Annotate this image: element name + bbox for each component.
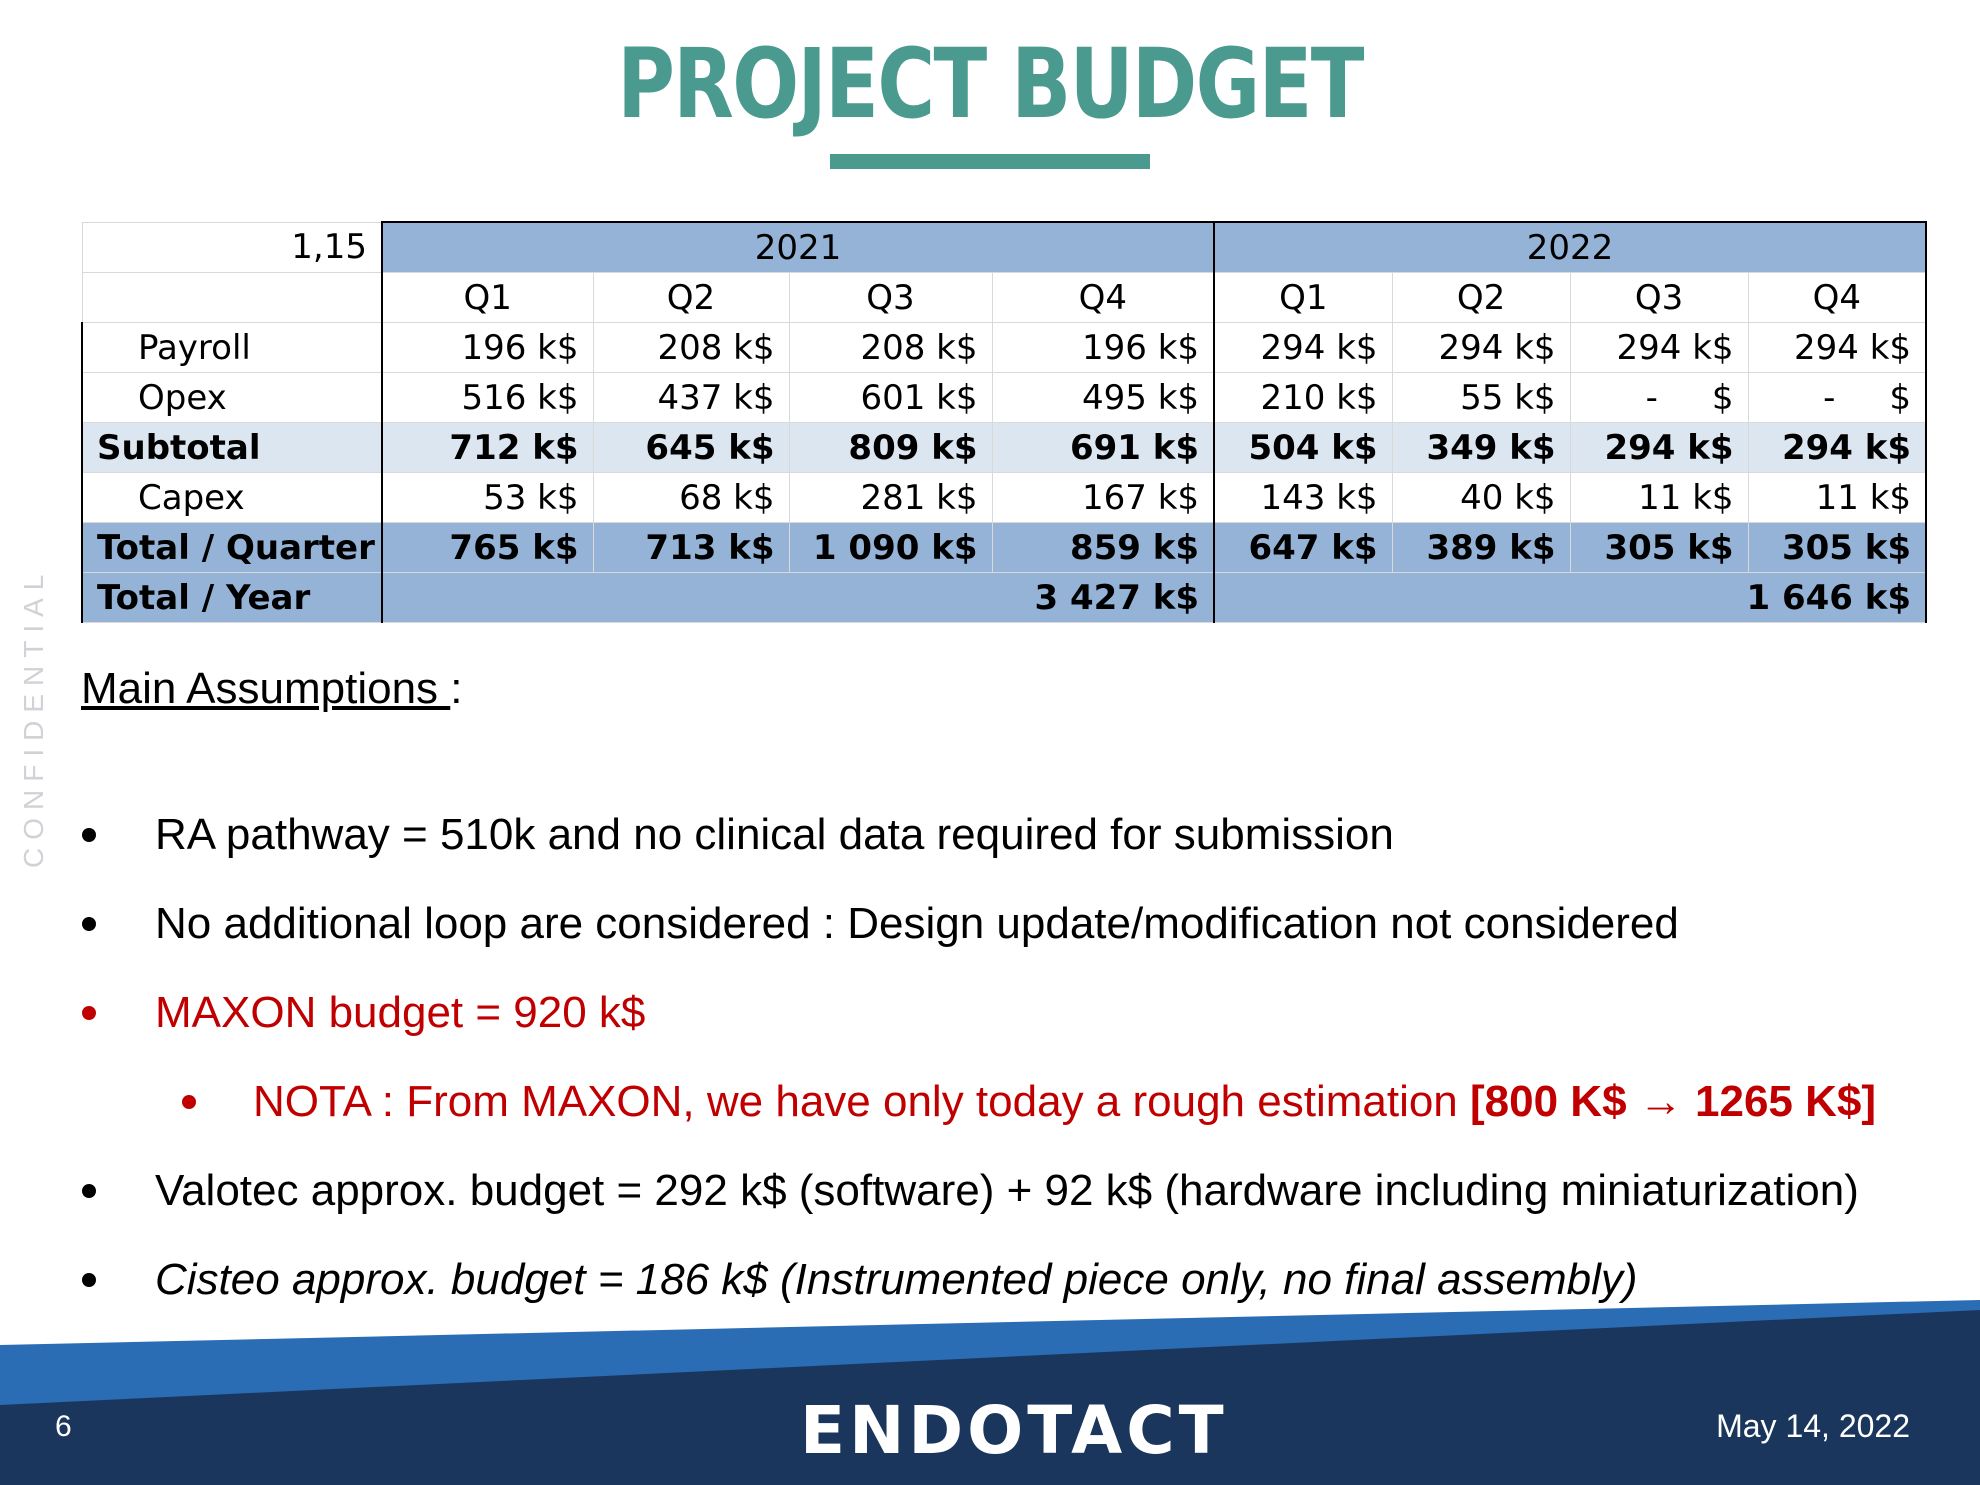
year-2021: 2021: [382, 222, 1214, 273]
list-item-text: NOTA : From MAXON, we have only today a rough estimation: [253, 1077, 1471, 1126]
table-row-total-quarter: [82, 523, 1926, 573]
table-cell: 1 090 k$: [789, 523, 992, 573]
table-cell: 294 k$: [1214, 323, 1392, 373]
list-item: [0, 790, 1876, 879]
page-title: PROJECT BUDGET: [617, 28, 1363, 140]
table-cell: 713 k$: [593, 523, 789, 573]
row-label: Capex: [82, 473, 382, 523]
table-row-subtotal: [82, 423, 1926, 473]
quarter-header: Q1: [382, 273, 593, 323]
assumptions-heading-text: Main Assumptions: [81, 664, 451, 713]
quarter-header: Q2: [593, 273, 789, 323]
table-cell: 196 k$: [382, 323, 593, 373]
table-cell: 305 k$: [1570, 523, 1748, 573]
table-cell: 1 646 k$: [1214, 573, 1926, 623]
table-cell: 40 k$: [1392, 473, 1570, 523]
table-cell: 53 k$: [382, 473, 593, 523]
list-item: [0, 968, 1876, 1057]
table-cell: 691 k$: [992, 423, 1214, 473]
table-row-opex: [82, 373, 1926, 423]
table-cell: 55 k$: [1392, 373, 1570, 423]
quarter-header-row: [82, 273, 1926, 323]
table-cell: 3 427 k$: [382, 573, 1214, 623]
list-item-text: RA pathway = 510k and no clinical data required for submission: [155, 810, 1394, 859]
row-label: Payroll: [82, 323, 382, 373]
table-cell: 208 k$: [593, 323, 789, 373]
corner-value: 1,15: [82, 222, 382, 273]
table-cell: 645 k$: [593, 423, 789, 473]
list-item-nested: [0, 1057, 1876, 1146]
quarter-header: Q3: [789, 273, 992, 323]
table-cell: 208 k$: [789, 323, 992, 373]
bullet-icon: [82, 1273, 96, 1287]
table-cell: 647 k$: [1214, 523, 1392, 573]
title-underline: [830, 154, 1150, 169]
table-cell: 294 k$: [1748, 323, 1926, 373]
table-cell: - $: [1748, 373, 1926, 423]
assumptions-heading: [81, 664, 463, 714]
table-row-total-year: [82, 573, 1926, 623]
list-item-text: Valotec approx. budget = 292 k$ (software) + 92 k$ (hardware including miniaturization): [155, 1166, 1859, 1215]
table-cell: 196 k$: [992, 323, 1214, 373]
footer-date: May 14, 2022: [1716, 1408, 1910, 1444]
bullet-icon: [82, 828, 96, 842]
table-cell: 281 k$: [789, 473, 992, 523]
table-cell: 143 k$: [1214, 473, 1392, 523]
budget-table: [81, 221, 1927, 623]
year-header-row: [82, 222, 1926, 273]
quarter-header: Q4: [992, 273, 1214, 323]
table-cell: 601 k$: [789, 373, 992, 423]
bullet-icon: [82, 1006, 96, 1020]
table-cell: 11 k$: [1570, 473, 1748, 523]
table-cell: 68 k$: [593, 473, 789, 523]
table-cell: 809 k$: [789, 423, 992, 473]
assumptions-list: [0, 790, 1876, 1324]
quarter-header: Q1: [1214, 273, 1392, 323]
table-row-capex: [82, 473, 1926, 523]
table-row-payroll: [82, 323, 1926, 373]
bullet-icon: [82, 1184, 96, 1198]
table-cell: 765 k$: [382, 523, 593, 573]
quarter-header: Q3: [1570, 273, 1748, 323]
list-item-text: Cisteo approx. budget = 186 k$ (Instrumented piece only, no final assembly): [155, 1255, 1638, 1304]
quarter-header: Q2: [1392, 273, 1570, 323]
assumptions-heading-colon: :: [450, 664, 463, 713]
endotact-logo: ENDOTACT: [800, 1392, 1228, 1469]
list-item: [0, 1146, 1876, 1235]
row-label: Subtotal: [82, 423, 382, 473]
table-cell: 294 k$: [1392, 323, 1570, 373]
table-cell: 305 k$: [1748, 523, 1926, 573]
estimation-range: [800 K$ → 1265 K$]: [1470, 1077, 1877, 1126]
quarter-header-blank: [82, 273, 382, 323]
table-cell: 712 k$: [382, 423, 593, 473]
row-label: Total / Year: [82, 573, 382, 623]
table-cell: 389 k$: [1392, 523, 1570, 573]
table-cell: 11 k$: [1748, 473, 1926, 523]
bullet-icon: [82, 917, 96, 931]
bullet-icon: [182, 1095, 196, 1109]
row-label: Total / Quarter: [82, 523, 382, 573]
table-cell: - $: [1570, 373, 1748, 423]
row-label: Opex: [82, 373, 382, 423]
table-cell: 294 k$: [1570, 323, 1748, 373]
table-cell: 294 k$: [1748, 423, 1926, 473]
list-item-text: MAXON budget = 920 k$: [155, 988, 646, 1037]
table-cell: 167 k$: [992, 473, 1214, 523]
list-item-text: No additional loop are considered : Design update/modification not considered: [155, 899, 1679, 948]
table-cell: 349 k$: [1392, 423, 1570, 473]
list-item: [0, 879, 1876, 968]
table-cell: 210 k$: [1214, 373, 1392, 423]
confidential-label: CONFIDENTIAL: [18, 566, 49, 868]
page-number: 6: [55, 1410, 72, 1443]
table-cell: 504 k$: [1214, 423, 1392, 473]
quarter-header: Q4: [1748, 273, 1926, 323]
table-cell: 516 k$: [382, 373, 593, 423]
table-cell: 294 k$: [1570, 423, 1748, 473]
table-cell: 859 k$: [992, 523, 1214, 573]
table-cell: 437 k$: [593, 373, 789, 423]
year-2022: 2022: [1214, 222, 1926, 273]
table-cell: 495 k$: [992, 373, 1214, 423]
